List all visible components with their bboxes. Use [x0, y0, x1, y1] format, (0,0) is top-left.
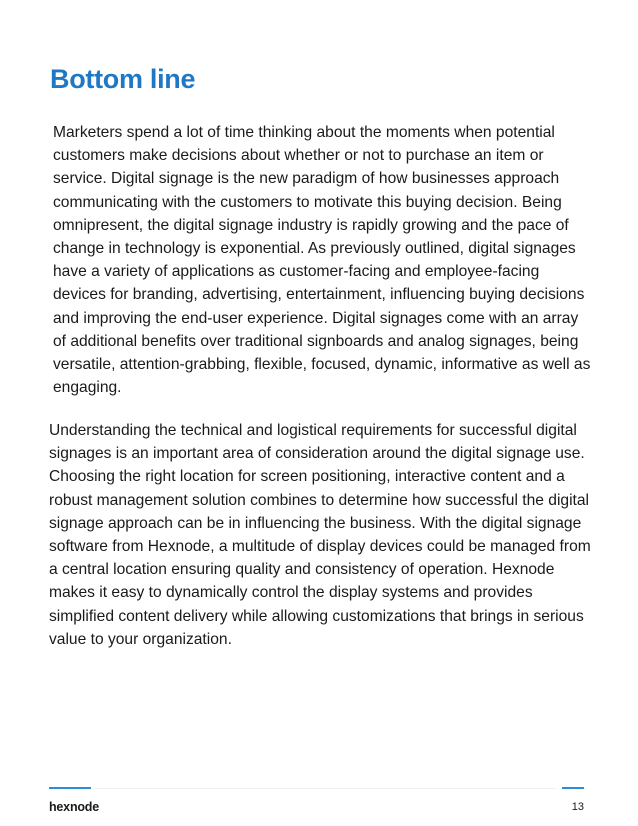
- footer-divider: [95, 788, 557, 789]
- page-heading: Bottom line: [50, 64, 196, 94]
- paragraph-2: Understanding the technical and logistical requirements for successful digital signages is an important area of consideration around the digital signage use. Choosing the right location for screen positioning, interactive content and a robust management solution combines to determine how successful the digital signage approach can be in influencing the business. With the digital signage software from Hexnode, a multitude of display devices could be managed from a central location ensuring quality and consistency of operation. Hexnode makes it easy to dynamically control the display systems and provides simplified content delivery while allowing customizations that brings in serious value to your organization.: [49, 422, 591, 648]
- paragraph-1: Marketers spend a lot of time thinking about the moments when potential customers make decisions about whether or not to purchase an item or service. Digital signage is the new paradigm of how businesses approach communicating with the customers to motivate this buying decision. Being omnipresent, the digital signage industry is rapidly growing and the pace of change in technology is exponential. As previously outlined, digital signages have a variety of applications as customer-facing and employee-facing devices for branding, advertising, entertainment, influencing buying decisions and improving the end-user experience. Digital signages come with an array of additional benefits over traditional signboards and analog signages, being versatile, attention-grabbing, flexible, focused, dynamic, informative as well as engaging.: [53, 124, 591, 397]
- brand-logo-text: hexnode: [49, 800, 99, 814]
- footer-accent-rule-left: [49, 787, 91, 789]
- page-number: 13: [571, 801, 584, 813]
- footer-accent-rule-right: [562, 787, 584, 789]
